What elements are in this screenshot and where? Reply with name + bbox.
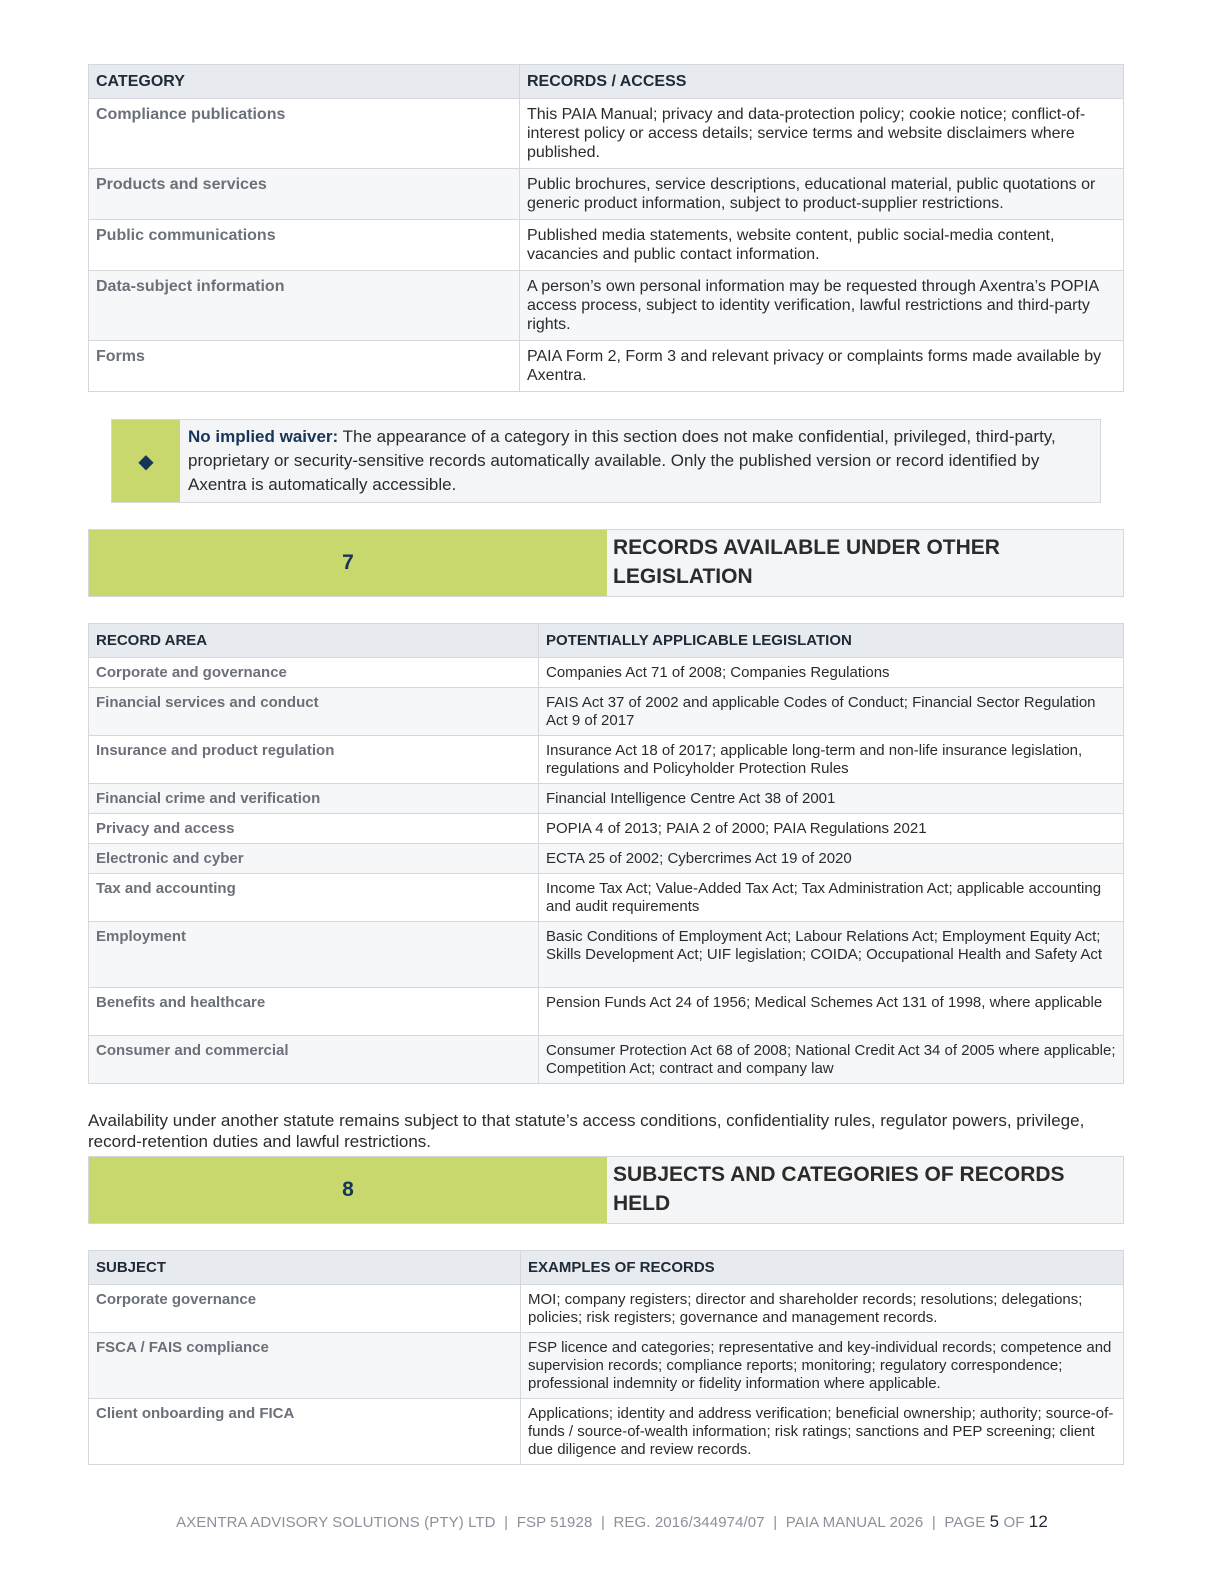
row-area: Corporate and governance <box>89 658 539 688</box>
table-row <box>89 169 1124 220</box>
row-legislation: Basic Conditions of Employment Act; Labour Relations Act; Employment Equity Act; Skills Development Act; UIF legislation; COIDA; Occupational Health and Safety Act <box>539 922 1124 988</box>
table-row <box>89 341 1124 392</box>
row-area: Electronic and cyber <box>89 844 539 874</box>
table-header-row <box>89 65 1124 99</box>
section-number: 8 <box>89 1157 607 1223</box>
footer-fsp: FSP 51928 <box>516 1514 593 1531</box>
table-row <box>89 988 1124 1036</box>
row-records: This PAIA Manual; privacy and data-protection policy; cookie notice; conflict-of-interest policy or access details; service terms and website disclaimers where published. <box>520 99 1124 169</box>
table-row <box>89 814 1124 844</box>
section-title: SUBJECTS AND CATEGORIES OF RECORDS HELD <box>607 1157 1123 1223</box>
section-7-heading <box>88 529 1124 597</box>
footer-separator: | <box>931 1514 936 1531</box>
table-row <box>89 1036 1124 1084</box>
footer-separator: | <box>773 1514 778 1531</box>
footer-company: AXENTRA ADVISORY SOLUTIONS (PTY) LTD <box>176 1514 496 1531</box>
table-row <box>89 1399 1124 1465</box>
table-row <box>89 688 1124 736</box>
table-row <box>89 784 1124 814</box>
table-row <box>89 874 1124 922</box>
footer-of-label: OF <box>1003 1514 1025 1531</box>
section-8-heading <box>88 1156 1124 1224</box>
row-subject: Corporate governance <box>89 1285 521 1333</box>
row-legislation: POPIA 4 of 2013; PAIA 2 of 2000; PAIA Regulations 2021 <box>539 814 1124 844</box>
subjects-records-table <box>88 1250 1124 1465</box>
row-area: Employment <box>89 922 539 988</box>
page-footer <box>0 1512 1224 1532</box>
row-area: Privacy and access <box>89 814 539 844</box>
row-subject: Client onboarding and FICA <box>89 1399 521 1465</box>
row-legislation: Financial Intelligence Centre Act 38 of 2001 <box>539 784 1124 814</box>
row-category: Data-subject information <box>89 271 520 341</box>
table-row <box>89 271 1124 341</box>
section-number: 7 <box>89 530 607 596</box>
row-legislation: Insurance Act 18 of 2017; applicable long-term and non-life insurance legislation, regulations and Policyholder Protection Rules <box>539 736 1124 784</box>
column-header: RECORDS / ACCESS <box>520 65 1124 99</box>
column-header: POTENTIALLY APPLICABLE LEGISLATION <box>539 624 1124 658</box>
row-records: PAIA Form 2, Form 3 and relevant privacy or complaints forms made available by Axentra. <box>520 341 1124 392</box>
table-header-row <box>89 1251 1124 1285</box>
availability-note: Availability under another statute remains subject to that statute’s access conditions, confidentiality rules, regulator powers, privilege, record-retention duties and lawful restrictions. <box>88 1111 1085 1151</box>
table-row <box>89 658 1124 688</box>
row-area: Financial services and conduct <box>89 688 539 736</box>
row-legislation: ECTA 25 of 2002; Cybercrimes Act 19 of 2020 <box>539 844 1124 874</box>
row-area: Financial crime and verification <box>89 784 539 814</box>
row-category: Forms <box>89 341 520 392</box>
footer-page-label: PAGE <box>944 1514 986 1531</box>
row-area: Benefits and healthcare <box>89 988 539 1036</box>
diamond-icon: ◆ <box>138 450 154 473</box>
row-records: A person’s own personal information may be requested through Axentra’s POPIA access process, subject to identity verification, lawful restrictions and third-party rights. <box>520 271 1124 341</box>
table-header-row <box>89 624 1124 658</box>
section-title: RECORDS AVAILABLE UNDER OTHER LEGISLATION <box>607 530 1123 596</box>
callout-marker <box>112 420 180 502</box>
table-row <box>89 220 1124 271</box>
row-subject: FSCA / FAIS compliance <box>89 1333 521 1399</box>
row-records: Public brochures, service descriptions, educational material, public quotations or generic product information, subject to product-supplier restrictions. <box>520 169 1124 220</box>
row-examples: MOI; company registers; director and shareholder records; resolutions; delegations; policies; risk registers; governance and management records. <box>521 1285 1124 1333</box>
footer-separator: | <box>600 1514 605 1531</box>
row-legislation: Companies Act 71 of 2008; Companies Regulations <box>539 658 1124 688</box>
column-header: EXAMPLES OF RECORDS <box>521 1251 1124 1285</box>
footer-separator: | <box>504 1514 509 1531</box>
records-access-table <box>88 64 1124 392</box>
table-row <box>89 736 1124 784</box>
row-examples: FSP licence and categories; representative and key-individual records; competence and supervision records; compliance reports; monitoring; regulatory correspondence; professional indemnity or fidelity information where applicable. <box>521 1333 1124 1399</box>
footer-reg: REG. 2016/344974/07 <box>613 1514 765 1531</box>
table-row <box>89 844 1124 874</box>
table-row <box>89 1333 1124 1399</box>
footer-page-number: 5 <box>989 1512 1000 1531</box>
footer-manual: PAIA MANUAL 2026 <box>785 1514 924 1531</box>
legislation-table <box>88 623 1124 1084</box>
row-examples: Applications; identity and address verification; beneficial ownership; authority; source-of-funds / source-of-wealth information; risk ratings; sanctions and PEP screening; client due diligence and review records. <box>521 1399 1124 1465</box>
callout-text <box>180 420 1100 502</box>
column-header: CATEGORY <box>89 65 520 99</box>
table-row <box>89 922 1124 988</box>
row-area: Tax and accounting <box>89 874 539 922</box>
row-records: Published media statements, website content, public social-media content, vacancies and public contact information. <box>520 220 1124 271</box>
row-legislation: Pension Funds Act 24 of 1956; Medical Schemes Act 131 of 1998, where applicable <box>539 988 1124 1036</box>
footer-page-total: 12 <box>1028 1512 1048 1531</box>
row-legislation: FAIS Act 37 of 2002 and applicable Codes of Conduct; Financial Sector Regulation Act 9 of 2017 <box>539 688 1124 736</box>
column-header: SUBJECT <box>89 1251 521 1285</box>
row-category: Public communications <box>89 220 520 271</box>
row-category: Products and services <box>89 169 520 220</box>
column-header: RECORD AREA <box>89 624 539 658</box>
callout-body: The appearance of a category in this section does not make confidential, privileged, third-party, proprietary or security-sensitive records automatically available. Only the published version or record identified by Axentra is automatically accessible. <box>188 427 1056 494</box>
row-area: Consumer and commercial <box>89 1036 539 1084</box>
row-legislation: Consumer Protection Act 68 of 2008; National Credit Act 34 of 2005 where applicable; Competition Act; contract and company law <box>539 1036 1124 1084</box>
row-area: Insurance and product regulation <box>89 736 539 784</box>
table-row <box>89 1285 1124 1333</box>
callout-lead: No implied waiver: <box>188 427 339 446</box>
document-page <box>88 64 1124 1465</box>
table-row <box>89 99 1124 169</box>
no-implied-waiver-callout <box>111 419 1101 503</box>
row-legislation: Income Tax Act; Value-Added Tax Act; Tax Administration Act; applicable accounting and audit requirements <box>539 874 1124 922</box>
row-category: Compliance publications <box>89 99 520 169</box>
